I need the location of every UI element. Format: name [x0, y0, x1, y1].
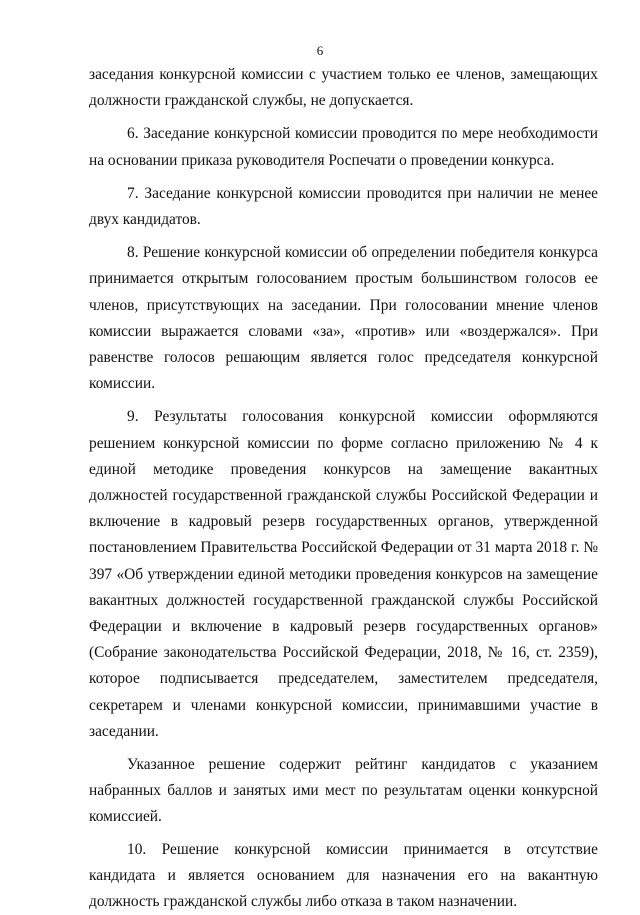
paragraph-7: 7. Заседание конкурсной комиссии проводится при наличии не менее двух кандидатов.: [89, 184, 598, 229]
paragraph-9-note: Указанное решение содержит рейтинг кандидатов с указанием набранных баллов и занятых ими мест по результатам оценки конкурсной комиссией.: [89, 756, 598, 826]
paragraph-8: 8. Решение конкурсной комиссии об определении победителя конкурса принимается открытым голосованием простым большинством голосов ее членов, присутствующих на заседании. При голосовании мнение членов комиссии выражается словами «за», «против» или «воздержался». При равенстве голосов решающим является голос председателя конкурсной комиссии.: [89, 244, 598, 393]
paragraph-10: 10. Решение конкурсной комиссии принимается в отсутствие кандидата и является основанием для назначения его на вакантную должность гражданской службы либо отказа в таком назначении.: [89, 840, 598, 911]
paragraph-9: 9. Результаты голосования конкурсной комиссии оформляются решением конкурсной комиссии по форме согласно приложению № 4 к единой методике проведения конкурсов на замещение вакантных должностей государственной гражданской службы Российской Федерации и включение в кадровый резерв государственных органов, утвержденной постановлением Правительства Российской Федерации от 31 марта 2018 г. № 397 «Об утверждении единой методики проведения конкурсов на замещение вакантных должностей государственной гражданской службы Российской Федерации и включение в кадровый резерв государственных органов» (Собрание законодательства Российской Федерации, 2018, № 16, ст. 2359), которое подписывается председателем, заместителем председателя, секретарем и членами конкурсной комиссии, принимавшими участие в заседании.: [89, 408, 598, 740]
paragraph-continuation: заседания конкурсной комиссии с участием только ее членов, замещающих должности гражданской службы, не допускается.: [89, 66, 598, 110]
page-number: 6: [316, 43, 324, 58]
document-body: [89, 62, 598, 915]
paragraph-6: 6. Заседание конкурсной комиссии проводится по мере необходимости на основании приказа руководителя Роспечати о проведении конкурса.: [89, 125, 598, 169]
